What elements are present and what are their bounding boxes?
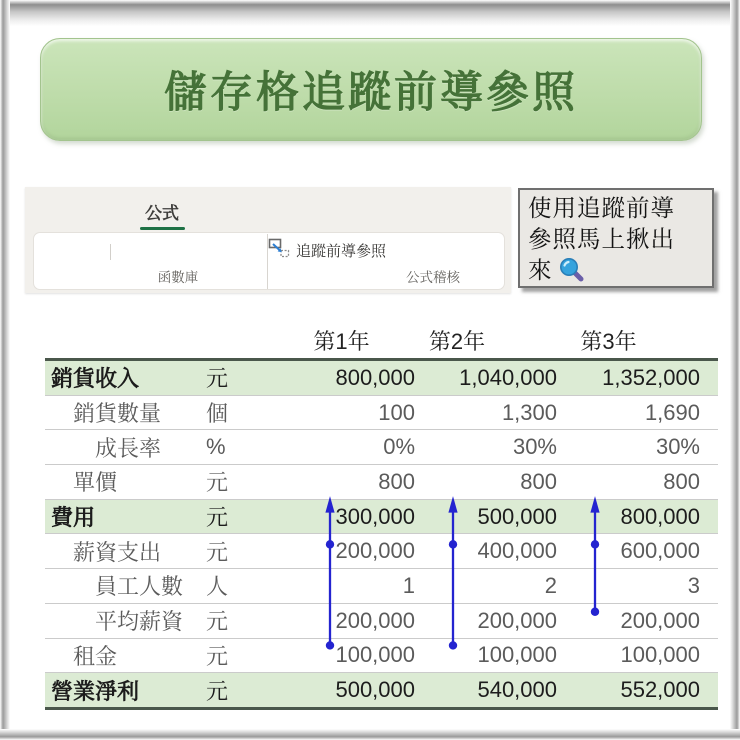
ribbon-mini-divider bbox=[110, 244, 111, 260]
cell-value: 500,000 bbox=[335, 677, 415, 703]
page-title: 儲存格追蹤前導參照 bbox=[164, 69, 578, 117]
cell-value: 800 bbox=[520, 468, 557, 494]
row-unit: 元 bbox=[206, 609, 229, 635]
row-unit: 元 bbox=[206, 643, 229, 669]
note-line-3: 來 bbox=[528, 257, 553, 283]
year-header-row bbox=[45, 322, 718, 361]
frame-bevel-top bbox=[0, 0, 740, 26]
table-row bbox=[45, 396, 718, 431]
table-row bbox=[45, 534, 718, 569]
row-unit: 元 bbox=[206, 539, 229, 565]
row-unit: 元 bbox=[206, 678, 229, 704]
group-label-formula-auditing: 公式稽核 bbox=[406, 270, 460, 285]
note-line-2: 參照馬上揪出 bbox=[528, 226, 675, 252]
cell-value: 800,000 bbox=[620, 503, 700, 529]
row-label: 費用 bbox=[51, 505, 96, 531]
row-label: 單價 bbox=[73, 470, 118, 496]
cell-value: 200,000 bbox=[335, 538, 415, 564]
cell-value: 100,000 bbox=[620, 642, 700, 668]
magnifier-icon bbox=[558, 262, 585, 288]
cell-value: 800 bbox=[663, 468, 700, 494]
row-label: 成長率 bbox=[95, 435, 162, 461]
row-label: 員工人數 bbox=[95, 574, 184, 600]
note-line-1: 使用追蹤前導 bbox=[528, 195, 675, 221]
frame-bevel-bottom bbox=[0, 729, 740, 740]
year-header: 第2年 bbox=[428, 329, 486, 354]
cell-value: 800 bbox=[378, 468, 415, 494]
cell-value: 540,000 bbox=[477, 677, 557, 703]
cell-value: 300,000 bbox=[335, 503, 415, 529]
row-label: 租金 bbox=[73, 643, 118, 669]
frame-bevel-left bbox=[0, 0, 10, 740]
table-row bbox=[45, 639, 718, 674]
row-unit: % bbox=[206, 434, 226, 460]
table-row bbox=[45, 361, 718, 396]
frame-bevel-right bbox=[730, 0, 740, 740]
row-label: 銷貨收入 bbox=[51, 366, 140, 392]
row-label: 銷貨數量 bbox=[73, 401, 162, 427]
cell-value: 200,000 bbox=[477, 607, 557, 633]
cell-value: 1,300 bbox=[501, 399, 557, 425]
cell-value: 1,690 bbox=[644, 399, 700, 425]
cell-value: 800,000 bbox=[335, 364, 415, 390]
title-banner bbox=[40, 38, 702, 141]
row-label: 營業淨利 bbox=[51, 678, 140, 704]
note-box bbox=[518, 188, 714, 288]
cell-value: 30% bbox=[655, 434, 700, 460]
row-unit: 元 bbox=[206, 505, 229, 531]
table-row bbox=[45, 673, 718, 710]
cell-value: 552,000 bbox=[620, 677, 700, 703]
year-header: 第1年 bbox=[313, 329, 370, 354]
table-row bbox=[45, 569, 718, 604]
row-unit: 元 bbox=[206, 470, 229, 496]
trace-precedents-button[interactable] bbox=[268, 239, 386, 261]
cell-value: 1,040,000 bbox=[459, 364, 557, 390]
row-unit: 個 bbox=[206, 401, 229, 427]
cell-value: 100,000 bbox=[477, 642, 557, 668]
cell-value: 30% bbox=[512, 434, 557, 460]
sheet-body bbox=[45, 361, 718, 710]
table-row bbox=[45, 500, 718, 535]
row-label: 平均薪資 bbox=[95, 609, 184, 635]
cell-value: 3 bbox=[687, 572, 700, 598]
table-row bbox=[45, 465, 718, 500]
cell-value: 1,352,000 bbox=[602, 364, 700, 390]
cell-value: 0% bbox=[383, 434, 415, 460]
cell-value: 200,000 bbox=[620, 607, 700, 633]
row-unit: 元 bbox=[206, 366, 229, 392]
cell-value: 200,000 bbox=[335, 607, 415, 633]
trace-precedents-icon bbox=[268, 238, 290, 263]
table-row bbox=[45, 604, 718, 639]
tab-active-underline bbox=[140, 227, 185, 230]
table-row bbox=[45, 430, 718, 465]
tab-formulas[interactable]: 公式 bbox=[145, 204, 179, 223]
cell-value: 100,000 bbox=[335, 642, 415, 668]
group-label-function-library: 函數庫 bbox=[157, 270, 199, 285]
cell-value: 100 bbox=[378, 399, 415, 425]
cell-value: 500,000 bbox=[477, 503, 557, 529]
trace-precedents-label: 追蹤前導參照 bbox=[296, 242, 387, 260]
year-header: 第3年 bbox=[580, 329, 637, 354]
spreadsheet-table bbox=[45, 322, 718, 710]
row-label: 薪資支出 bbox=[73, 539, 162, 565]
cell-value: 600,000 bbox=[620, 538, 700, 564]
cell-value: 400,000 bbox=[477, 538, 557, 564]
cell-value: 2 bbox=[544, 572, 557, 598]
excel-ribbon-snippet bbox=[25, 187, 511, 293]
cell-value: 1 bbox=[402, 572, 415, 598]
row-unit: 人 bbox=[206, 574, 229, 600]
